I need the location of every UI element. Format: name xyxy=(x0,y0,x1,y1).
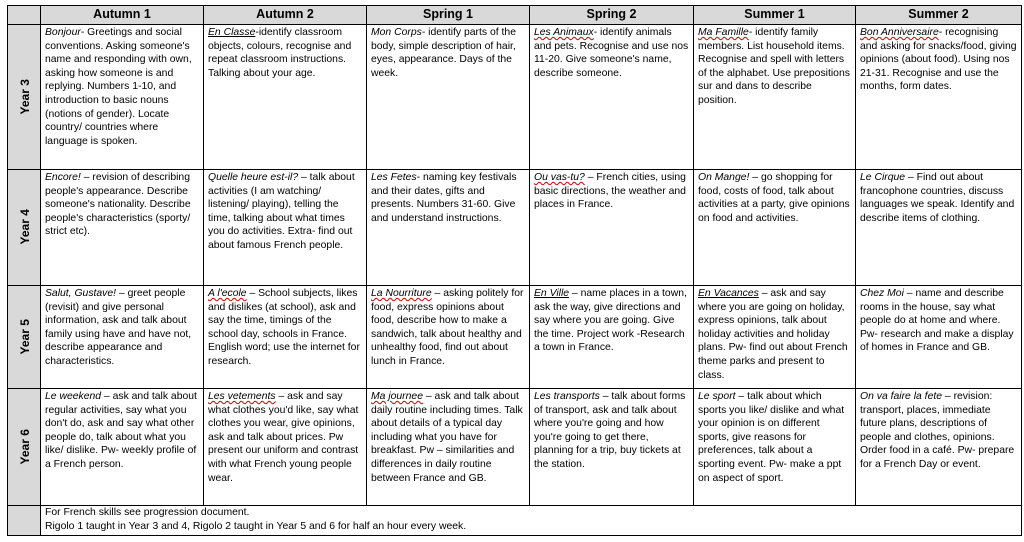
topic-text: – revision of describing people's appearance. Describe someone's nationality. Describe people's characteristics (sporty/ strict etc). xyxy=(45,172,191,238)
year-label: Year 3 xyxy=(17,78,32,115)
topic-cell xyxy=(367,286,530,389)
topic-title: Les Fetes xyxy=(371,172,417,183)
topic-cell xyxy=(367,25,530,170)
topic-cell xyxy=(204,286,367,389)
topic-text: -identify classroom objects, colours, recognise and repeat classroom instructions. Talking about your age. xyxy=(208,27,352,79)
year-label-cell xyxy=(8,170,41,286)
footer-corner-cell xyxy=(8,506,41,536)
topic-title: Ma Famille xyxy=(698,27,749,38)
topic-text: – name and describe rooms in the house, say what people do at home and where. Pw- research and make a display of homes in France and GB. xyxy=(860,288,1014,354)
topic-text: - Greetings and social conventions. Asking someone's name and responding with own, asking how someone is and replying. Numbers 1-10, and introduction to basic nouns (notions of gender). Locate country/ countries where language is spoken. xyxy=(45,27,192,147)
header-summer-1: Summer 1 xyxy=(694,6,856,25)
topic-text: – greet people (revisit) and give personal information, ask and talk about family using have and have not, describe appearance and characteristics. xyxy=(45,288,192,367)
topic-cell xyxy=(856,170,1022,286)
topic-text: - identify animals and pets. Recognise and use nos 11-20. Give someone's name, describe someone. xyxy=(534,27,689,79)
topic-title: On Mange! xyxy=(698,172,750,183)
topic-text: – go shopping for food, costs of food, talk about activities at a party, give opinions on food and activities. xyxy=(698,172,850,224)
topic-title: En Ville xyxy=(534,288,570,299)
header-spring-2: Spring 2 xyxy=(530,6,694,25)
topic-text: - identify parts of the body, simple description of hair, eyes, appearance. Days of the week. xyxy=(371,27,516,79)
topic-title: Chez Moi xyxy=(860,288,904,299)
topic-text: – revision: transport, places, immediate future plans, descriptions of people and clothes, opinions. Order food in a café. Pw- prepare for a French Day or event. xyxy=(860,391,1015,470)
topic-cell xyxy=(530,170,694,286)
topic-title: Les transports xyxy=(534,391,600,402)
topic-cell xyxy=(530,389,694,506)
topic-cell xyxy=(41,25,204,170)
topic-cell xyxy=(856,25,1022,170)
topic-cell xyxy=(694,286,856,389)
topic-title: Les vetements xyxy=(208,391,276,402)
year-6-row xyxy=(8,389,1022,506)
topic-text: – talk about which sports you like/ dislike and what your opinion is on different sports, give reasons for preferences, talk about a sporting event. Pw- make a ppt on aspect of sport. xyxy=(698,391,845,484)
topic-title: Les Animaux xyxy=(534,27,594,38)
year-label: Year 4 xyxy=(17,209,32,245)
topic-title: En Vacances xyxy=(698,288,759,299)
topic-title: La Nourriture xyxy=(371,288,432,299)
topic-cell xyxy=(694,170,856,286)
topic-cell xyxy=(530,286,694,389)
topic-text: – ask and talk about regular activities, say what you don't do, ask and say what other people do, talk about what you like/ dislike. Pw- weekly profile of a French person. xyxy=(45,391,197,470)
header-row xyxy=(8,6,1022,25)
topic-cell xyxy=(41,286,204,389)
topic-cell xyxy=(204,25,367,170)
topic-title: On va faire la fete xyxy=(860,391,943,402)
topic-text: – School subjects, likes and dislikes (at school), ask and say the time, timings of the school day, schools in France. English word; use the internet for research. xyxy=(208,288,360,367)
year-3-row xyxy=(8,25,1022,170)
topic-title: A l'ecole xyxy=(208,288,247,299)
topic-cell xyxy=(694,389,856,506)
year-4-row xyxy=(8,170,1022,286)
topic-title: Ou vas-tu? xyxy=(534,172,585,183)
topic-text: – ask and talk about daily routine including times. Talk about details of a typical day including what you have for breakfast. Pw – similarities and differences in daily routine between France and GB. xyxy=(371,391,523,484)
topic-text: - identify family members. List household items. Recognise and spell with letters of the alphabet. Use prepositions sur and dans to describe position. xyxy=(698,27,850,106)
header-autumn-2: Autumn 2 xyxy=(204,6,367,25)
topic-text: - recognising and asking for snacks/food, giving opinions (about food). Using nos 21-31. Recognise and use the months, form dates. xyxy=(860,27,1017,93)
header-autumn-1: Autumn 1 xyxy=(41,6,204,25)
year-label-cell xyxy=(8,25,41,170)
footer-row xyxy=(8,506,1022,536)
footer-line-2: Rigolo 1 taught in Year 3 and 4, Rigolo 2 taught in Year 5 and 6 for half an hour every week. xyxy=(45,520,467,532)
topic-cell xyxy=(204,389,367,506)
topic-title: Le weekend xyxy=(45,391,102,402)
footer-notes xyxy=(41,506,1022,536)
curriculum-table xyxy=(7,5,1022,536)
topic-title: Encore! xyxy=(45,172,81,183)
topic-cell xyxy=(367,170,530,286)
topic-text: – talk about forms of transport, ask and talk about where you're going and how you're going to get there, planning for a trip, buy tickets at the station. xyxy=(534,391,686,470)
topic-cell xyxy=(41,170,204,286)
topic-text: – asking politely for food, express opinions about food, describe how to make a sandwich, talk about healthy and unhealthy food, find out about lunch in France. xyxy=(371,288,524,367)
year-5-row xyxy=(8,286,1022,389)
topic-text: – name places in a town, ask the way, give directions and say where you are going. Give the time. Project work -Research a town in France. xyxy=(534,288,687,354)
topic-title: Quelle heure est-il? xyxy=(208,172,299,183)
topic-title: Bonjour xyxy=(45,27,81,38)
topic-text: – French cities, using basic directions, the weather and places in France. xyxy=(534,172,686,211)
topic-cell xyxy=(41,389,204,506)
topic-title: Salut, Gustave! xyxy=(45,288,117,299)
topic-text: – ask and say what clothes you'd like, say what clothes you wear, give opinions, ask and talk about prices. Pw present our uniform and contrast with what French young people wear. xyxy=(208,391,359,484)
footer-line-1: For French skills see progression document. xyxy=(45,507,250,518)
topic-text: – talk about activities (I am watching/ listening/ playing), telling the time, talking about what times you do activities. Extra- find out about famous French people. xyxy=(208,172,355,251)
topic-text: – Find out about francophone countries, discuss languages we speak. Identify and describe items of clothing. xyxy=(860,172,1015,224)
topic-title: En Classe xyxy=(208,27,256,38)
year-label-cell xyxy=(8,286,41,389)
topic-cell xyxy=(856,389,1022,506)
year-label-cell xyxy=(8,389,41,506)
topic-text: - naming key festivals and their dates, gifts and presents. Numbers 31-60. Give and understand instructions. xyxy=(371,172,517,224)
topic-text: – ask and say where you are going on holiday, express opinions, talk about holiday activities and holiday plans. Pw- find out about French theme parks and present to class. xyxy=(698,288,848,381)
topic-cell xyxy=(694,25,856,170)
topic-cell xyxy=(856,286,1022,389)
year-label: Year 5 xyxy=(17,318,32,355)
topic-cell xyxy=(204,170,367,286)
topic-title: Le Cirque xyxy=(860,172,906,183)
topic-title: Le sport xyxy=(698,391,736,402)
header-spring-1: Spring 1 xyxy=(367,6,530,25)
corner-cell xyxy=(8,6,41,25)
topic-cell xyxy=(367,389,530,506)
topic-title: Mon Corps xyxy=(371,27,422,38)
header-summer-2: Summer 2 xyxy=(856,6,1022,25)
year-label: Year 6 xyxy=(17,428,32,465)
topic-title: Ma journee xyxy=(371,391,423,402)
topic-title: Bon Anniversaire xyxy=(860,27,939,38)
topic-cell xyxy=(530,25,694,170)
